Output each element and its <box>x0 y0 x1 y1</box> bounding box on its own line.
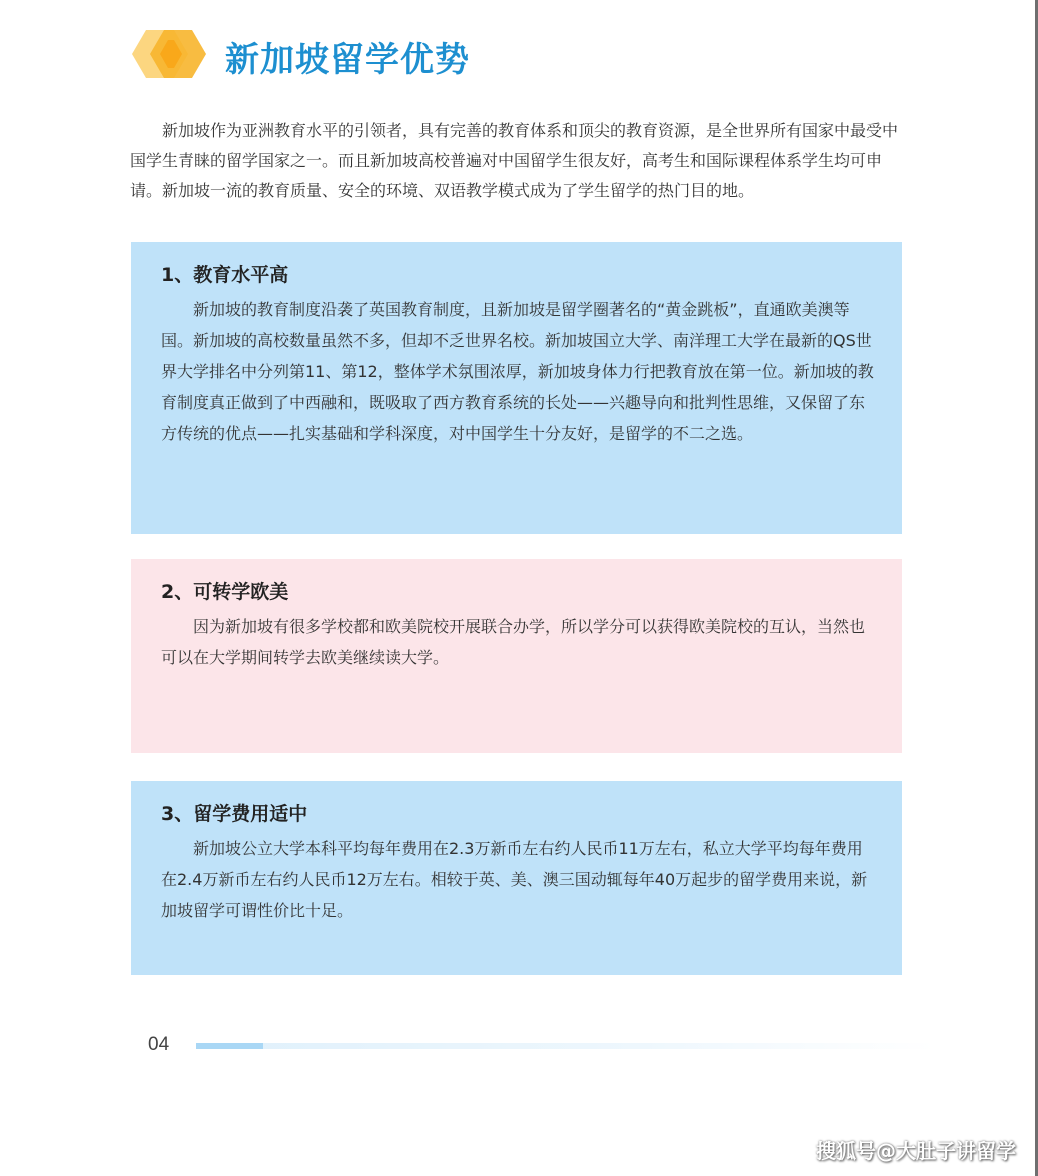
page-progress-bar <box>196 1043 936 1049</box>
section-body: 因为新加坡有很多学校都和欧美院校开展联合办学，所以学分可以获得欧美院校的互认，当然也可以在大学期间转学去欧美继续读大学。 <box>161 617 866 667</box>
section-heading: 2、可转学欧美 <box>161 581 289 603</box>
page-progress-fill <box>196 1043 263 1049</box>
section-body: 新加坡公立大学本科平均每年费用在2.3万新币左右约人民币11万左右，私立大学平均每年费用在2.4万新币左右约人民币12万左右。相较于英、美、澳三国动辄每年40万起步的留学费用来说，新加坡留学可谓性价比十足。 <box>161 839 868 920</box>
hexagon-icon <box>130 26 210 82</box>
section-education-level <box>131 242 902 534</box>
intro-paragraph: 新加坡作为亚洲教育水平的引领者，具有完善的教育体系和顶尖的教育资源，是全世界所有国家中最受中国学生青睐的留学国家之一。而且新加坡高校普遍对中国留学生很友好，高考生和国际课程体系学生均可申请。新加坡一流的教育质量、安全的环境、双语教学模式成为了学生留学的热门目的地。 <box>130 121 899 200</box>
page-number: 04 <box>148 1034 170 1055</box>
page-header <box>130 26 730 82</box>
section-heading: 3、留学费用适中 <box>161 803 308 825</box>
page-footer <box>148 1032 948 1058</box>
watermark: 搜狐号@大肚子讲留学 <box>816 1139 1016 1163</box>
section-cost <box>131 781 902 975</box>
section-heading: 1、教育水平高 <box>161 264 289 286</box>
page-title: 新加坡留学优势 <box>225 40 470 80</box>
section-transfer <box>131 559 902 753</box>
section-body: 新加坡的教育制度沿袭了英国教育制度，且新加坡是留学圈著名的“黄金跳板”，直通欧美澳等国。新加坡的高校数量虽然不多，但却不乏世界名校。新加坡国立大学、南洋理工大学在最新的QS世界大学排名中分列第11、第12，整体学术氛围浓厚，新加坡身体力行把教育放在第一位。新加坡的教育制度真正做到了中西融和，既吸取了西方教育系统的长处——兴趣导向和批判性思维，又保留了东方传统的优点——扎实基础和学科深度，对中国学生十分友好，是留学的不二之选。 <box>161 300 874 443</box>
